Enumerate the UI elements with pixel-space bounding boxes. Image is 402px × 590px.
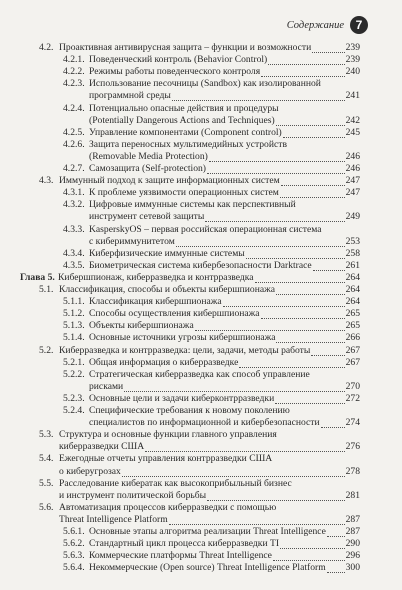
toc-entry-title: Стратегическая киберразведка как способ управление [89,368,310,380]
toc-entry-title: Цифровые иммунные системы как перспективный [89,199,296,211]
toc-entry-number: 5.6.2. [63,538,85,550]
toc-entry [0,429,402,441]
toc-entry [0,345,402,357]
toc-entry-title: Классификация, способы и объекты кибершпионажа [59,284,276,295]
toc-entry-title: Поведенческий контроль (Behavior Control) [89,54,268,66]
toc-entry [0,332,402,344]
toc-entry-title: Потенциально опасные действия и процедуры [89,102,279,114]
page-number-badge: 7 [350,16,368,34]
toc-entry-page: 247 [345,175,360,187]
toc-entry [0,538,402,550]
toc-entry-number: 5.2.4. [63,405,85,416]
toc-entry-number: 4.2.7. [63,163,85,174]
toc-entry-page: 247 [345,187,360,199]
toc-entry [0,224,402,236]
toc-entry-page: 245 [345,126,360,138]
toc-entry-title: Способы осуществления кибершпионажа [89,308,260,320]
toc-leader-dots [261,75,345,77]
toc-entry [0,127,402,139]
toc-leader-dots [246,257,345,259]
toc-entry-number: 4.3.3. [63,223,85,235]
toc-entry-number: 4.3.1. [63,187,85,199]
toc-entry-number: 4.3.5. [63,259,85,271]
toc-entry [0,417,402,429]
toc-entry-title: и инструмент политической борьбы [59,489,207,501]
toc-entry [0,478,402,490]
toc-entry [0,526,402,538]
toc-entry-title: Биометрическая система кибербезопасности Darktrace [89,259,312,271]
toc-entry [0,393,402,405]
toc-entry-number: 5.6.1. [63,526,85,537]
toc-entry-number: 4.2.2. [63,66,85,78]
toc-entry-number: 5.2. [39,344,54,356]
toc-entry-number: 5.2.2. [63,368,85,380]
toc-leader-dots [312,51,345,53]
toc-leader-dots [207,499,345,501]
toc-entry-page: 287 [345,526,360,537]
toc-entry [0,139,402,151]
toc-entry-page: 246 [345,163,360,174]
toc-entry [0,54,402,66]
toc-entry-page: 253 [345,235,360,247]
toc-entry-number: 5.1.3. [63,320,85,332]
toc-entry-title: Управление компонентами (Component control) [89,126,282,138]
toc-entry-title: Киберфизические иммунные системы [89,247,245,259]
toc-entry [0,296,402,308]
toc-entry-page: 300 [345,562,360,574]
toc-leader-dots [268,63,345,65]
toc-entry-page: 258 [345,247,360,259]
toc-leader-dots [122,475,345,477]
toc-leader-dots [281,184,345,186]
toc-leader-dots [145,450,345,452]
toc-entry-title: К проблеме уязвимости операционных систем [89,187,279,199]
toc-entry-number: 4.3.4. [63,247,85,259]
toc-leader-dots [275,402,345,404]
toc-entry-title: Киберразведка и контрразведка: цели, задачи, методы работы [59,344,311,356]
toc-entry-number: 4.2.3. [63,78,85,90]
toc-entry-page: 249 [345,211,360,223]
toc-entry-page: 276 [345,441,360,453]
toc-entry [0,272,402,284]
toc-entry [0,357,402,369]
toc-entry-page: 241 [345,90,360,102]
toc-leader-dots [321,426,345,428]
toc-leader-dots [239,366,345,368]
toc-entry-number: 5.5. [39,477,54,489]
toc-leader-dots [261,317,345,319]
toc-entry-number: 5.1.1. [63,296,85,308]
toc-entry [0,490,402,502]
toc-entry-title: Основные цели и задачи киберконтрразведки [89,392,275,404]
toc-leader-dots [327,571,345,573]
toc-entry [0,42,402,54]
toc-entry-number: Глава 5. [20,271,55,283]
toc-entry-page: 261 [345,259,360,271]
toc-leader-dots [172,99,345,101]
toc-entry [0,441,402,453]
toc-entry [0,284,402,296]
toc-leader-dots [209,160,345,162]
running-header [287,14,368,36]
toc-entry-title: Ежегодные отчеты управления контрразведки США [59,453,273,465]
toc-entry-title: KasperskyOS – первая российская операционная система [89,223,322,235]
toc-entry-page: 239 [345,54,360,66]
toc-entry [0,550,402,562]
toc-entry [0,514,402,526]
toc-entry-title: рисками [89,380,124,392]
toc-leader-dots [276,124,345,126]
toc-entry-title: Threat Intelligence Platform [59,513,168,525]
toc-entry-title: (Potentially Dangerous Actions and Techniques) [89,114,275,126]
toc-entry-page: 267 [345,344,360,356]
toc-entry [0,405,402,417]
toc-entry-title: (Removable Media Protection) [89,150,208,162]
toc-entry-number: 5.1.2. [63,308,85,320]
toc-entry-page: 265 [345,308,360,320]
toc-entry-number: 5.1. [39,284,54,295]
toc-leader-dots [207,172,345,174]
toc-entry [0,90,402,102]
toc-entry-number: 5.6.3. [63,550,85,562]
toc-leader-dots [223,305,345,307]
toc-entry-title: киберразведки США [59,441,145,453]
toc-entry-page: 264 [345,284,360,295]
toc-entry-number: 5.3. [39,429,54,441]
toc-leader-dots [195,329,345,331]
toc-entry-number: 4.3. [39,175,54,187]
toc-leader-dots [327,535,345,537]
toc-leader-dots [273,559,345,561]
toc-leader-dots [280,196,345,198]
toc-entry [0,308,402,320]
toc-leader-dots [313,269,345,271]
toc-entry-number: 4.2.5. [63,126,85,138]
toc-entry-title: специалистов по информационной и кибербезопасности [89,417,320,429]
toc-entry-title: Кибершпионаж, киберразведка и контрразведка [58,271,254,283]
toc-entry [0,103,402,115]
toc-leader-dots [169,523,345,525]
toc-entry-number: 5.4. [39,453,54,465]
toc-entry [0,369,402,381]
toc-entry [0,453,402,465]
toc-leader-dots [124,390,345,392]
toc-entry [0,248,402,260]
toc-leader-dots [280,547,345,549]
toc-entry [0,562,402,574]
toc-entry [0,163,402,175]
toc-entry-title: Коммерческие платформы Threat Intelligence [89,550,272,562]
toc-entry-page: 274 [345,417,360,429]
toc-entry-title: Расследование кибератак как высокоприбыльный бизнес [59,477,292,489]
toc-entry-title: о киберугрозах [59,465,121,477]
toc-entry-number: 5.2.1. [63,356,85,368]
toc-entry-number: 5.2.3. [63,392,85,404]
toc-entry-page: 290 [345,538,360,550]
toc-entry-number: 5.6.4. [63,562,85,574]
toc-entry-title: программной среды [89,90,171,102]
toc-entry-title: Проактивная антивирусная защита – функции и возможности [59,42,312,53]
toc-entry [0,78,402,90]
toc-entry-title: Автоматизация процессов киберразведки с помощью [59,501,277,513]
toc-entry-title: Специфические требования к новому поколению [89,405,290,416]
toc-entry-title: Общая информация о киберразведке [89,356,239,368]
toc-entry-title: Режимы работы поведенческого контроля [89,66,261,78]
toc-entry-number: 5.6. [39,501,54,513]
toc-entry-title: Структура и основные функции главного управления [59,429,277,441]
toc-entry [0,199,402,211]
toc-entry [0,115,402,127]
toc-entry [0,187,402,199]
section-title: Содержание [286,19,344,31]
toc-entry-page: 240 [345,66,360,78]
toc-entry-page: 264 [345,271,360,283]
toc-entry-page: 296 [345,550,360,562]
toc-entry-page: 242 [345,114,360,126]
toc-leader-dots [276,341,345,343]
toc-entry-page: 278 [345,465,360,477]
toc-entry-title: с кибериммунитетом [89,235,175,247]
toc-entry-page: 246 [345,150,360,162]
toc-entry [0,260,402,272]
toc-leader-dots [311,354,345,356]
toc-entry-title: Классификация кибершпионажа [89,296,222,308]
toc-entry-page: 264 [345,296,360,308]
toc-entry-title: Стандартный цикл процесса киберразведки TI [89,538,280,550]
toc-leader-dots [276,293,345,295]
toc-entry-page: 270 [345,380,360,392]
toc-entry [0,211,402,223]
toc-entry-page: 266 [345,332,360,344]
toc-entry-title: Самозащита (Self-protection) [89,163,206,174]
toc-entry [0,320,402,332]
toc-entry-number: 4.2. [39,42,54,53]
toc-entry-page: 267 [345,356,360,368]
toc-entry-title: Основные источники угрозы кибершпионажа [89,332,276,344]
toc-entry [0,381,402,393]
toc-entry-number: 5.1.4. [63,332,85,344]
toc-entry-number: 4.2.1. [63,54,85,66]
toc-entry-page: 287 [345,513,360,525]
toc-entry-number: 4.3.2. [63,199,85,211]
toc-entry-page: 281 [345,489,360,501]
toc-entry [0,502,402,514]
toc-entry-title: Основные этапы алгоритма реализации Threat Intelligence [89,526,326,537]
toc-entry-page: 265 [345,320,360,332]
toc-leader-dots [176,245,345,247]
toc-entry-title: Защита переносных мультимедийных устройств [89,138,287,150]
toc-entry [0,151,402,163]
toc-entry-page: 239 [345,42,360,53]
toc-entry-title: Иммунный подход к защите информационных систем [59,175,280,187]
toc-entry-title: Некоммерческие (Open source) Threat Intelligence Platform [89,562,326,574]
toc-leader-dots [255,281,345,283]
toc-entry [0,466,402,478]
toc-entry-page: 272 [345,392,360,404]
toc-entry [0,236,402,248]
toc-entry [0,66,402,78]
toc-leader-dots [205,220,345,222]
toc-entry-title: Объекты кибершпионажа [89,320,194,332]
toc-entry-title: инструмент сетевой защиты [89,211,205,223]
toc-entry-number: 4.2.6. [63,138,85,150]
toc-leader-dots [283,136,345,138]
toc-entry-number: 4.2.4. [63,102,85,114]
toc-entry [0,175,402,187]
toc-entry-title: Использование песочницы (Sandbox) как изолированной [89,78,321,90]
